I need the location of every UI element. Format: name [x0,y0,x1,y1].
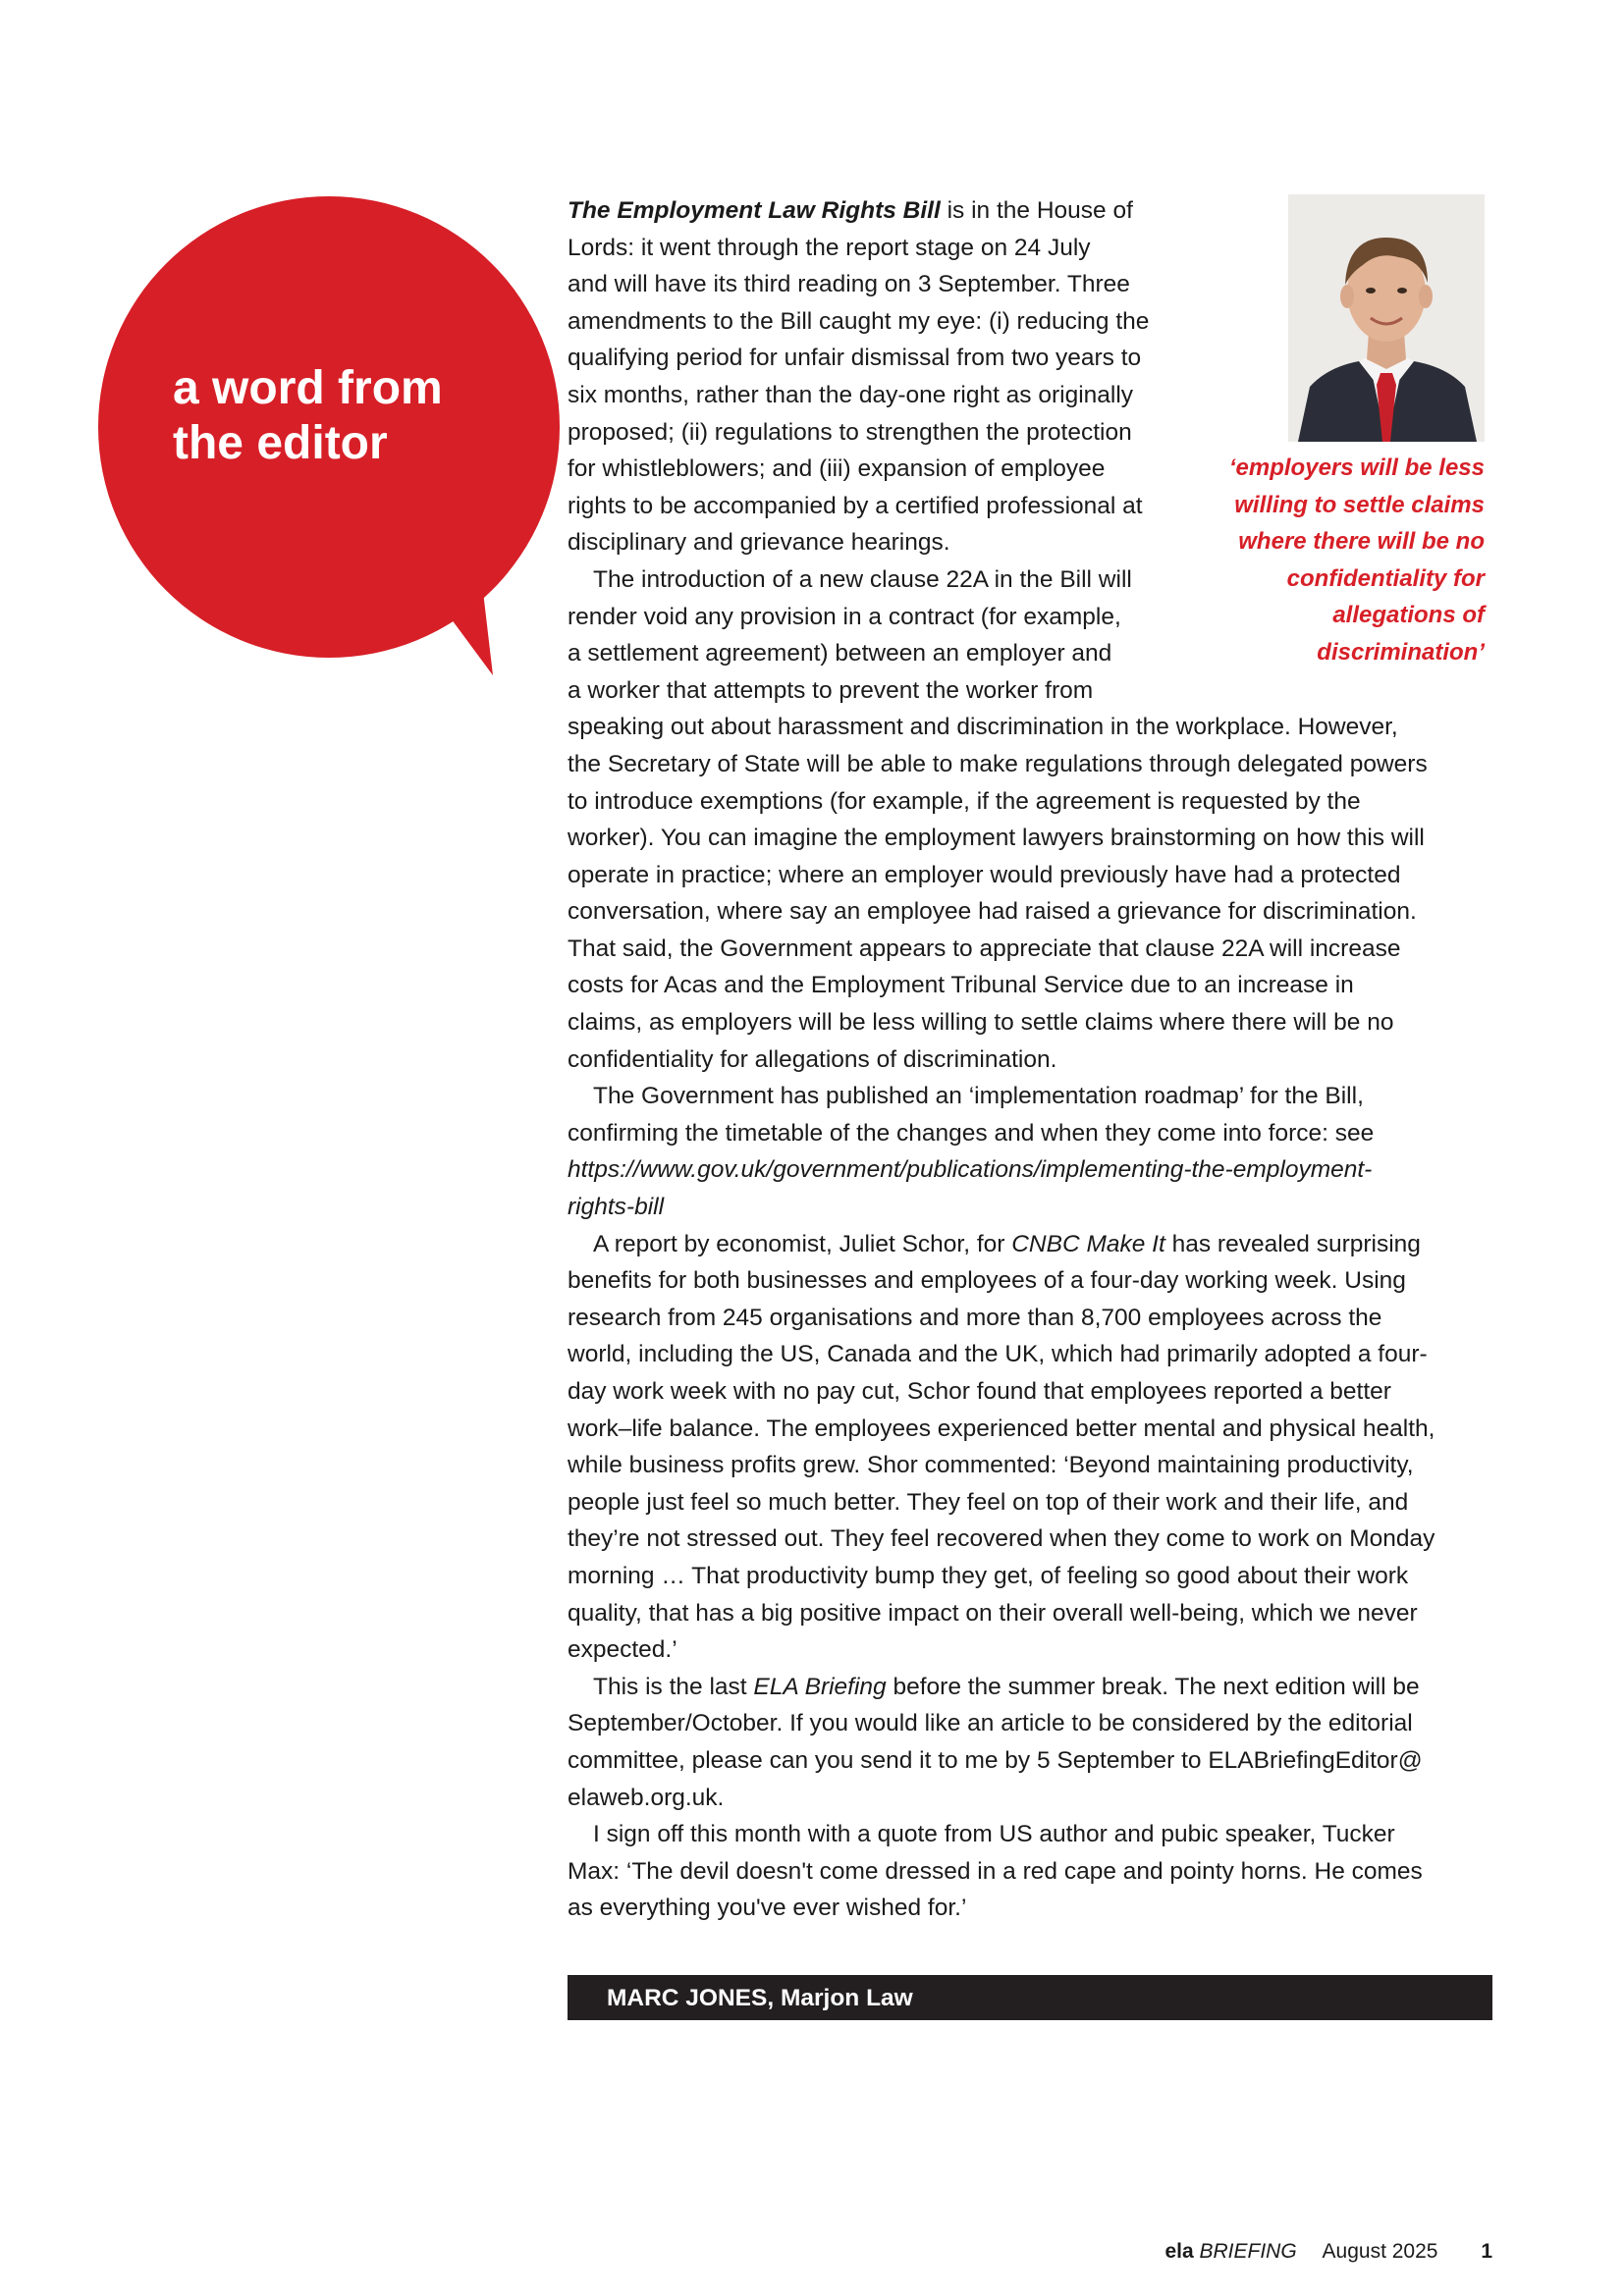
pull-quote-line: confidentiality for [1286,564,1485,592]
article-line: amendments to the Bill caught my eye: (i) reducing the [568,307,1150,335]
article-line: they’re not stressed out. They feel recovered when they come to work on Monday [568,1525,1435,1553]
article-line: for whistleblowers; and (iii) expansion of employee [568,455,1106,483]
article-line: The Employment Law Rights Bill is in the House of [568,197,1133,224]
article-line: a settlement agreement) between an employer and [568,640,1112,667]
roadmap-link[interactable]: https://www.gov.uk/government/publications/implementing-the-employment- [568,1156,1373,1184]
section-title-line1: a word from [173,362,443,414]
article-line: quality, that has a big positive impact on their overall well-being, which we never [568,1599,1418,1627]
pull-quote-line: ‘employers will be less [1228,454,1485,481]
article-line: speaking out about harassment and discrimination in the workplace. However, [568,714,1398,741]
pull-quote-line: where there will be no [1238,528,1485,556]
publication-name: ELA Briefing [753,1673,887,1700]
article-line: committee, please can you send it to me by 5 September to ELABriefingEditor@ [568,1746,1423,1774]
article-line: day work week with no pay cut, Schor found that employees reported a better [568,1378,1391,1405]
article-line: September/October. If you would like an article to be considered by the editorial [568,1710,1413,1737]
pull-quote-line: willing to settle claims [1234,491,1485,518]
article-line: confidentiality for allegations of discrimination. [568,1045,1057,1073]
article-line: worker). You can imagine the employment lawyers brainstorming on how this will [568,825,1425,852]
article-line: people just feel so much better. They feel on top of their work and their life, and [568,1488,1409,1516]
article-body [568,192,1435,1927]
article-line: render void any provision in a contract (for example, [568,603,1121,630]
bill-name: The Employment Law Rights Bill [568,197,941,224]
article-line: and will have its third reading on 3 September. Three [568,271,1130,298]
article-line: proposed; (ii) regulations to strengthen the protection [568,418,1132,446]
article-line: as everything you've ever wished for.’ [568,1895,967,1922]
editor-speech-bubble [98,196,560,687]
article-line: A report by economist, Juliet Schor, for CNBC Make It has revealed surprising [593,1230,1421,1257]
article-line: work–life balance. The employees experienced better mental and physical health, [568,1415,1435,1442]
article-line: rights to be accompanied by a certified professional at [568,492,1143,519]
section-title [173,361,497,471]
article-line: conversation, where say an employee had raised a grievance for discrimination. [568,898,1417,926]
article-line: while business profits grew. Shor commented: ‘Beyond maintaining productivity, [568,1452,1414,1479]
ela-logo-text: ela [1164,2240,1194,2263]
roadmap-link-continued[interactable]: rights-bill [568,1194,665,1221]
page-footer [1164,2240,1492,2264]
article-line: confirming the timetable of the changes and when they come into force: see [568,1119,1375,1147]
article-line: disciplinary and grievance hearings. [568,529,950,557]
article-line: to introduce exemptions (for example, if the agreement is requested by the [568,787,1361,815]
article-line: Max: ‘The devil doesn't come dressed in a red cape and pointy horns. He comes [568,1857,1423,1885]
article-line: operate in practice; where an employer would previously have had a protected [568,861,1401,888]
article-line: I sign off this month with a quote from US author and pubic speaker, Tucker [593,1821,1395,1848]
pull-quote-line: allegations of [1332,602,1485,629]
article-line: elaweb.org.uk. [568,1784,725,1811]
section-title-line2: the editor [173,417,388,469]
article-line: benefits for both businesses and employees of a four-day working week. Using [568,1267,1406,1295]
publication-name: CNBC Make It [1011,1230,1165,1257]
article-line: The Government has published an ‘implementation roadmap’ for the Bill, [593,1083,1364,1110]
article-line: expected.’ [568,1636,677,1664]
article-line: a worker that attempts to prevent the worker from [568,676,1094,704]
article-line: The introduction of a new clause 22A in the Bill will [593,565,1132,593]
author-name: MARC JONES, Marjon Law [607,1985,913,2011]
article-line: six months, rather than the day-one right as originally [568,381,1134,408]
article-line: costs for Acas and the Employment Tribunal Service due to an increase in [568,972,1354,999]
publication-title: BRIEFING [1199,2240,1297,2263]
article-line: world, including the US, Canada and the UK, which had primarily adopted a four- [568,1341,1428,1368]
article-line: qualifying period for unfair dismissal from two years to [568,345,1142,372]
issue-date: August 2025 [1322,2240,1438,2263]
article-line: This is the last ELA Briefing before the summer break. The next edition will be [593,1673,1420,1700]
article-line: That said, the Government appears to appreciate that clause 22A will increase [568,934,1401,962]
article-line: morning … That productivity bump they get, of feeling so good about their work [568,1562,1409,1589]
article-line: Lords: it went through the report stage on 24 July [568,234,1091,261]
article-line: the Secretary of State will be able to make regulations through delegated powers [568,750,1428,777]
article-line: claims, as employers will be less willing to settle claims where there will be no [568,1009,1394,1037]
author-byline [568,1975,1492,2020]
page-number: 1 [1481,2240,1492,2263]
article-line: research from 245 organisations and more than 8,700 employees across the [568,1304,1382,1331]
pull-quote-line: discrimination’ [1317,638,1485,666]
